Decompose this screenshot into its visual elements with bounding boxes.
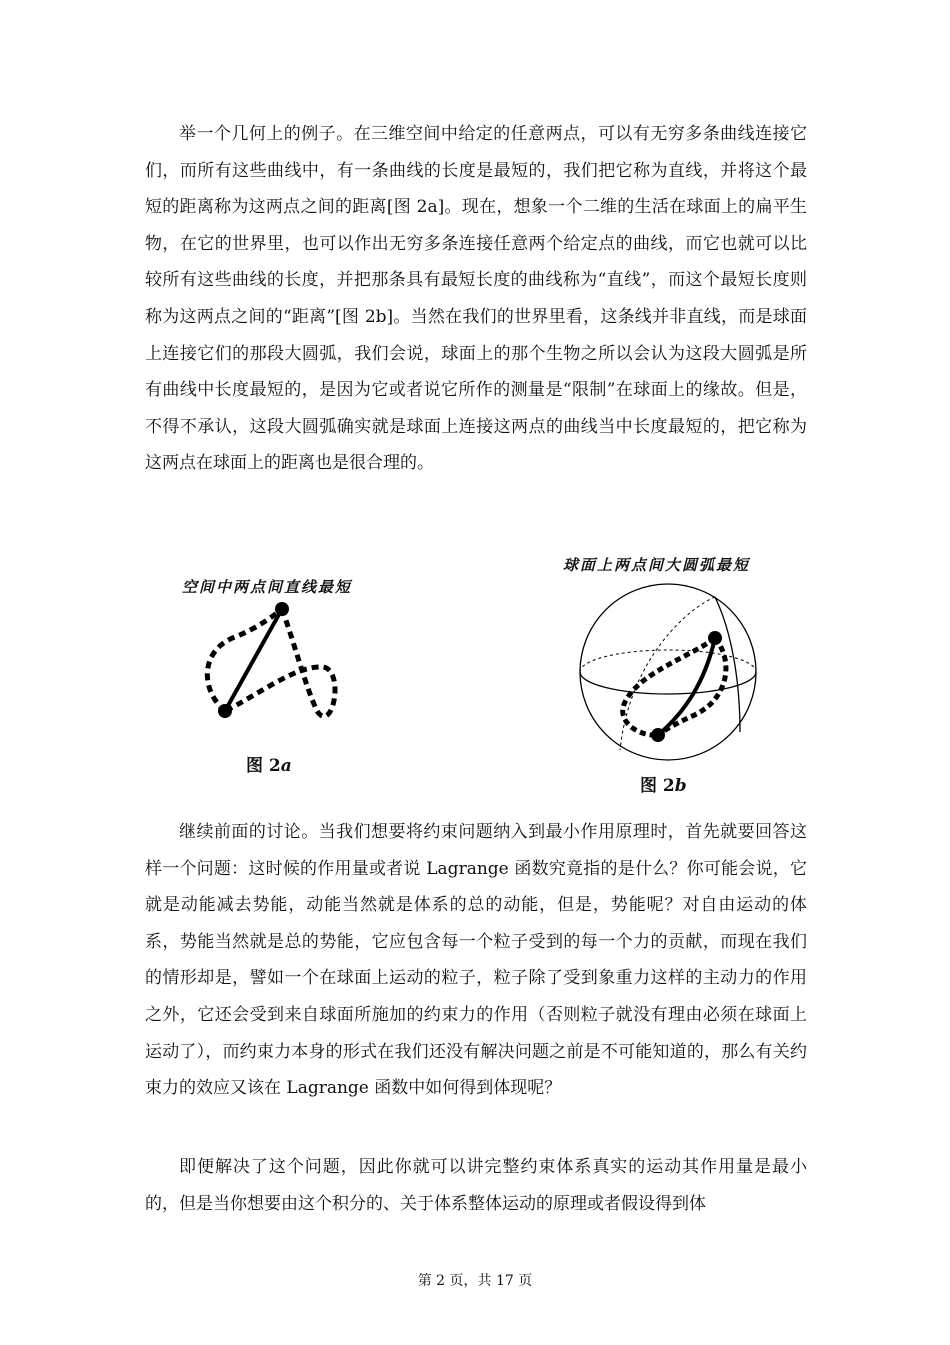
figure-2a-title: 空间中两点间直线最短 [182, 578, 353, 596]
figure-2b-diagram [570, 572, 770, 772]
page-footer: 第 2 页，共 17 页 [417, 1273, 533, 1289]
figure-2a-diagram [195, 595, 345, 725]
paragraph-3: 即便解决了这个问题，因此你就可以讲完整约束体系真实的运动其作用量是最小的，但是当你想要由这个积分的、关于体系整体运动的原理或者假设得到体 [145, 1157, 807, 1214]
figure-2a-caption: 图 2a [246, 756, 292, 776]
paragraph-2: 继续前面的讨论。当我们想要将约束问题纳入到最小作用原理时，首先就要回答这样一个问题：这时候的作用量或者说 Lagrange 函数究竟指的是什么？你可能会说，它就是动能减去势能，动能当然就是体系的总的动能，但是，势能呢？对自由运动的体系，势能当然就是总的势能，它应包含每一个粒子受到的每一个力的贡献，而现在我们的情形却是，譬如一个在球面上运动的粒子，粒子除了受到象重力这样的主动力的作用之外，它还会受到来自球面所施加的约束力的作用（否则粒子就没有理由必须在球面上运动了），而约束力本身的形式在我们还没有解决问题之前是不可能知道的，那么有关约束力的效应又该在 Lagrange 函数中如何得到体现呢？ [145, 822, 807, 1099]
figure-2b-title: 球面上两点间大圆弧最短 [563, 556, 751, 574]
paragraph-1: 举一个几何上的例子。在三维空间中给定的任意两点，可以有无穷多条曲线连接它们，而所有这些曲线中，有一条曲线的长度是最短的，我们把它称为直线，并将这个最短的距离称为这两点之间的距离[图 2a]。现在，想象一个二维的生活在球面上的扁平生物，在它的世界里，也可以作出无穷多条连接任意两个给定点的曲线，而它也就可以比较所有这些曲线的长度，并把那条具有最短长度的曲线称为“直线”，而这个最短长度则称为这两点之间的“距离”[图 2b]。当然在我们的世界里看，这条线并非直线，而是球面上连接它们的那段大圆弧，我们会说，球面上的那个生物之所以会认为这段大圆弧是所有曲线中长度最短的，是因为它或者说它所作的测量是“限制”在球面上的缘故。但是，不得不承认，这段大圆弧确实就是球面上连接这两点的曲线当中长度最短的，把它称为这两点在球面上的距离也是很合理的。 [145, 124, 807, 474]
figure-2b-caption: 图 2b [640, 776, 687, 796]
